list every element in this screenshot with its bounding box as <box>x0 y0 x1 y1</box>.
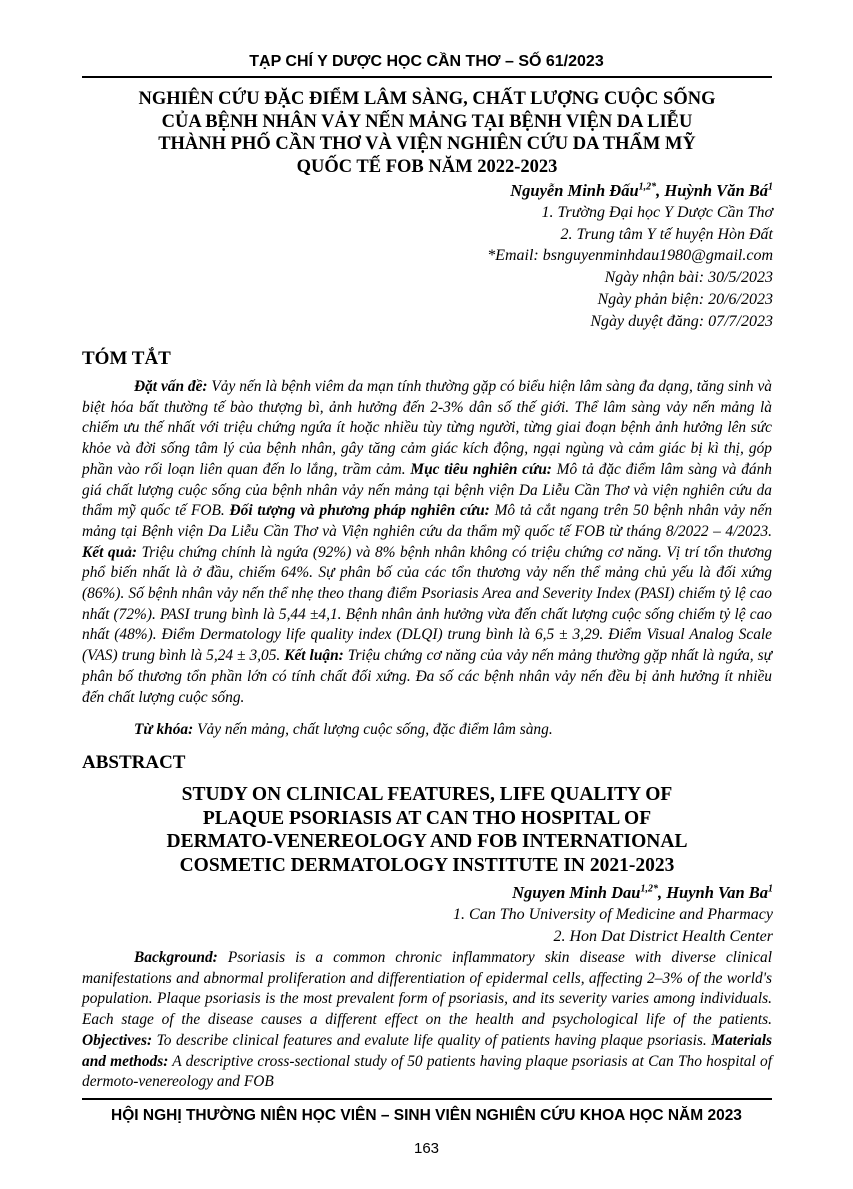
affiliation: 1. Can Tho University of Medicine and Pharmacy <box>453 905 773 923</box>
vietnamese-title <box>82 88 772 178</box>
methods-text: Mô tả cắt ngang trên 50 bệnh nhân vảy nến mảng tại Bệnh viện Da Liễu Cần Thơ và Viện nghiên cứu da thẩm mỹ quốc tế FOB từ tháng 8/2022 – 4/2023. <box>82 502 773 540</box>
objectives-label: Objectives: <box>82 1031 153 1049</box>
methods-label: Materials and methods: <box>82 1031 772 1070</box>
author-affiliation-mark: 1 <box>768 883 773 895</box>
vietnamese-author-block <box>487 180 773 333</box>
keywords-text: Vảy nến mảng, chất lượng cuộc sống, đặc điểm lâm sàng. <box>193 721 553 738</box>
keywords-label: Từ khóa: <box>134 721 194 738</box>
received-date: Ngày nhận bài: 30/5/2023 <box>604 269 773 287</box>
methods-label: Đối tượng và phương pháp nghiên cứu: <box>229 502 490 520</box>
objectives-text: To describe clinical features and evalute life quality of patients having plaque psoriasis. <box>152 1031 712 1049</box>
title-line: CỦA BỆNH NHÂN VẢY NẾN MẢNG TẠI BỆNH VIỆN DA LIỄU <box>161 111 693 132</box>
background-text: Psoriasis is a common chronic inflammatory skin disease with diverse clinical manifestations and abnormal proliferation and differentiation of epidermal cells, affecting 2–3% of the world's population. Plaque psoriasis is the most prevalent form of psoriasis, and its severity varies among individuals. Each stage of the disease causes a different effect on the health and psychological life of the patients. <box>82 949 772 1029</box>
keywords <box>82 720 772 741</box>
review-date: Ngày phản biện: 20/6/2023 <box>597 290 773 308</box>
author-separator: , <box>656 181 665 200</box>
objective-text: Mô tả đặc điểm lâm sàng và đánh giá chất lượng cuộc sống của bệnh nhân vảy nến mảng tại bệnh viện Da Liễu Cần Thơ và viện nghiên cứu da thẩm mỹ quốc tế FOB. <box>82 460 772 520</box>
title-line: COSMETIC DERMATOLOGY INSTITUTE IN 2021-2023 <box>179 854 675 876</box>
title-line: THÀNH PHỐ CẦN THƠ VÀ VIỆN NGHIÊN CỨU DA THẨM MỸ <box>158 134 696 154</box>
title-line: QUỐC TẾ FOB NĂM 2022-2023 <box>296 156 558 177</box>
author-affiliation-mark: 1,2* <box>638 181 657 193</box>
background-label: Background: <box>134 949 218 966</box>
background-text: Vảy nến là bệnh viêm da mạn tính thường gặp có biểu hiện lâm sàng đa dạng, tăng sinh và biệt hóa bất thường tế bào thượng bì, ảnh hưởng đến 2-3% dân số thế giới. Thể lâm sàng vảy nến mảng là chiếm ưu thế nhất với triệu chứng ngứa ít hoặc nhiều tùy từng người, từng giai đoạn bệnh ảnh hưởng lên sức khỏe và đời sống tâm lý của bệnh nhân, gây tăng cảm giác kích động, ngại ngùng và cảm giác bị kì thị, góp phần vào rối loạn liên quan đến lo lắng, trầm cảm. <box>82 378 772 478</box>
affiliation: 2. Trung tâm Y tế huyện Hòn Đất <box>560 225 773 243</box>
header-rule <box>82 76 772 78</box>
author-name: Nguyễn Minh Đấu <box>510 181 639 200</box>
abstract-heading: ABSTRACT <box>82 752 186 773</box>
title-line: PLAQUE PSORIASIS AT CAN THO HOSPITAL OF <box>202 807 652 829</box>
accepted-date: Ngày duyệt đăng: 07/7/2023 <box>590 312 773 330</box>
author-name: Nguyen Minh Dau <box>512 883 641 902</box>
email: *Email: bsnguyenminhdau1980@gmail.com <box>487 247 773 265</box>
author-affiliation-mark: 1 <box>768 181 773 193</box>
methods-text: A descriptive cross-sectional study of 50 patients having plaque psoriasis at Can Tho hospital of dermoto-venereology and FOB <box>82 1052 772 1091</box>
summary-paragraph <box>82 377 772 708</box>
results-label: Kết quả: <box>82 543 138 561</box>
conference-footer: HỘI NGHỊ THƯỜNG NIÊN HỌC VIÊN – SINH VIÊN NGHIÊN CỨU KHOA HỌC NĂM 2023 <box>111 1107 742 1124</box>
abstract-paragraph <box>82 948 772 1093</box>
objective-label: Mục tiêu nghiên cứu: <box>410 460 552 478</box>
author-name: Huỳnh Văn Bá <box>664 181 768 200</box>
title-line: NGHIÊN CỨU ĐẶC ĐIỂM LÂM SÀNG, CHẤT LƯỢNG CUỘC SỐNG <box>138 89 716 109</box>
english-title <box>82 783 772 877</box>
author-affiliation-mark: 1,2* <box>640 883 658 895</box>
affiliation: 2. Hon Dat District Health Center <box>553 927 773 945</box>
author-line <box>487 180 773 202</box>
english-author-block <box>453 882 773 947</box>
affiliation: 1. Trường Đại học Y Dược Cần Thơ <box>541 203 773 221</box>
author-separator: , <box>657 883 667 902</box>
background-label: Đặt vấn đề: <box>134 378 208 395</box>
title-line: STUDY ON CLINICAL FEATURES, LIFE QUALITY OF <box>181 784 673 805</box>
summary-heading: TÓM TẮT <box>82 348 171 369</box>
footer-rule <box>82 1098 772 1100</box>
conclusion-label: Kết luận: <box>284 647 344 665</box>
page-number: 163 <box>413 1140 440 1157</box>
author-line <box>453 882 773 904</box>
title-line: DERMATO-VENEREOLOGY AND FOB INTERNATIONAL <box>166 831 688 852</box>
journal-header: TẠP CHÍ Y DƯỢC HỌC CẦN THƠ – SỐ 61/2023 <box>249 53 604 70</box>
results-text: Triệu chứng chính là ngứa (92%) và 8% bệnh nhân không có triệu chứng cơ năng. Vị trí tổn thương phổ biến nhất là ở đầu, chiếm 64%. Sự phân bố của các tổn thương vảy nến thể mảng chủ yếu là đối xứng (86%). Số bệnh nhân vảy nến thể nhẹ theo thang điểm Psoriasis Area and Severity Index (PASI) chiếm tỷ lệ cao nhất (72%). PASI trung bình là 5,44 ±4,1. Bệnh nhân ảnh hưởng vừa đến chất lượng cuộc sống chiếm tỷ lệ cao nhất (48%). Điểm Dermatology life quality index (DLQI) trung bình là 6,5 ± 3,29. Điểm Visual Analog Scale (VAS) trung bình là 5,24 ± 3,05. <box>82 543 772 665</box>
conclusion-text: Triệu chứng cơ năng của vảy nến mảng thường gặp nhất là ngứa, sự phân bố thương tổn phần lớn có tính chất đối xứng. Đa số các bệnh nhân vảy nến đều bị ảnh hưởng ít nhiều đến chất lượng cuộc sống. <box>82 647 773 706</box>
author-name: Huynh Van Ba <box>666 883 768 902</box>
